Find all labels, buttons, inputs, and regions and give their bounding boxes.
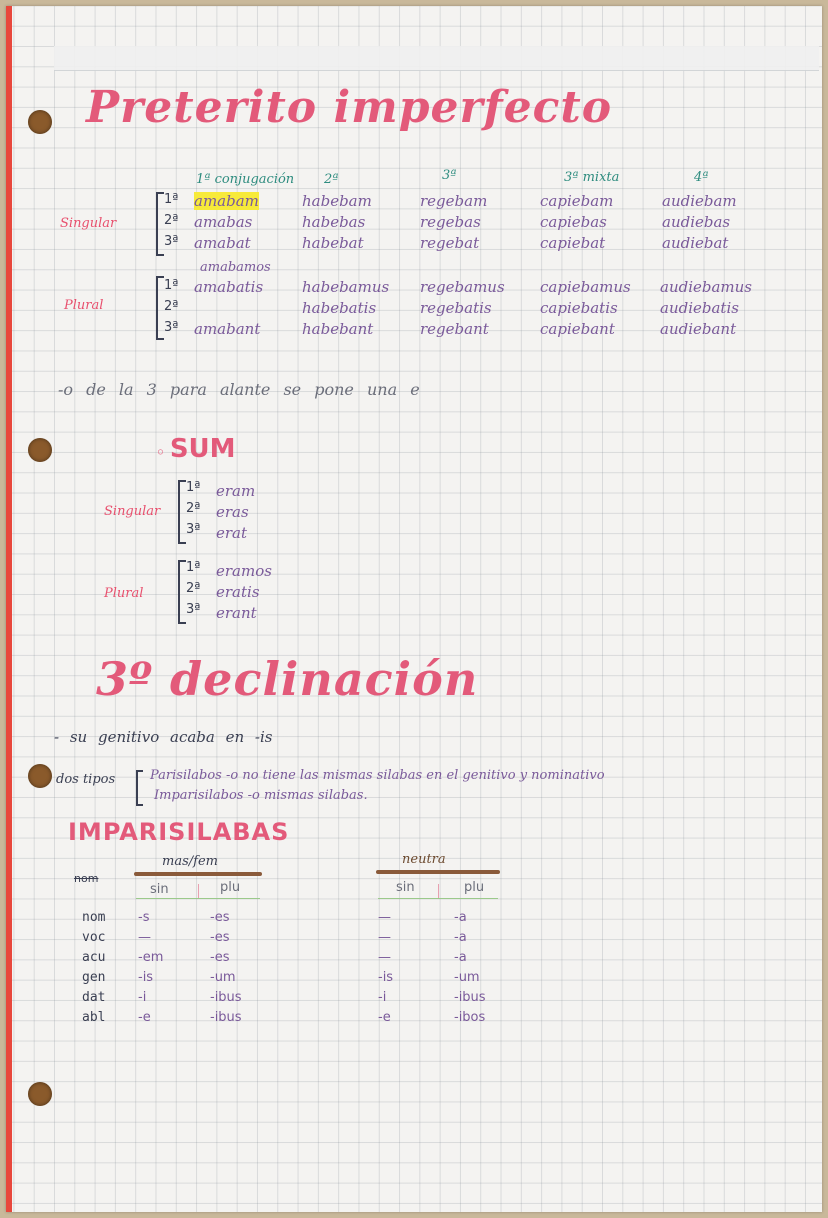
pl1-c3: regebamus — [420, 278, 505, 296]
n-sin-abl: -e — [378, 1010, 391, 1025]
n-sin-gen: -is — [378, 970, 394, 985]
person-3-plural: 3ª — [164, 320, 179, 335]
neutral-rule — [376, 870, 500, 874]
mf-sin-voc: — — [138, 930, 151, 945]
mf-sin-dat: -i — [138, 990, 147, 1005]
plural-label: Plural — [64, 298, 104, 313]
sum-pl-person-2: 2ª — [186, 581, 201, 596]
n-sin-dat: -i — [378, 990, 387, 1005]
person-1-plural: 1ª — [164, 278, 179, 293]
sum-person-3: 3ª — [186, 522, 201, 537]
n-plu-nom: -a — [454, 910, 467, 925]
header-1st-conjugation: 1ª conjugación — [196, 172, 295, 187]
neutral-sin-label: sin — [396, 880, 415, 895]
pl2-c2: habebatis — [302, 299, 377, 317]
sum-title-text: SUM — [169, 434, 236, 464]
pl3-c2: habebant — [302, 320, 374, 338]
mf-sin-acu: -em — [138, 950, 164, 965]
pl2-c3: regebatis — [420, 299, 492, 317]
n-plu-acu: -a — [454, 950, 467, 965]
sum-pl-person-1: 1ª — [186, 560, 201, 575]
imparisilabas-title: IMPARISILABAS — [68, 818, 290, 846]
sg2-c2: habebas — [302, 213, 366, 231]
sum-pl-person-3: 3ª — [186, 602, 201, 617]
type-parisilabos: Parisilabos -o no tiene las mismas silabas en el genitivo y nominativo — [150, 768, 605, 783]
sum-bracket-singular — [178, 480, 186, 544]
sum-pl-2: eratis — [216, 583, 260, 601]
case-nom: nom — [82, 910, 106, 925]
header-3rd-mixed: 3ª mixta — [564, 170, 620, 185]
plural-note: amabamos — [200, 260, 271, 275]
case-acu: acu — [82, 950, 106, 965]
type-imparisilabos: Imparisilabos -o mismas silabas. — [154, 788, 368, 803]
header-4th: 4ª — [694, 170, 709, 185]
sg1-c4: capiebam — [540, 192, 614, 210]
sg2-c1: amabas — [194, 213, 253, 231]
case-gen: gen — [82, 970, 106, 985]
sum-pl-3: erant — [216, 604, 257, 622]
types-label: dos tipos — [56, 772, 116, 787]
mf-rule — [134, 872, 262, 876]
sg1-c1-text: amabam — [194, 192, 259, 210]
n-sin-acu: — — [378, 950, 391, 965]
notebook-page — [6, 6, 822, 1212]
sg3-c4: capiebat — [540, 234, 606, 252]
table-case-header: nom — [74, 872, 99, 885]
page-title: Preterito imperfecto — [86, 82, 613, 133]
n-plu-dat: -ibus — [454, 990, 486, 1005]
mf-plu-gen: -um — [210, 970, 236, 985]
pl1-c4: capiebamus — [540, 278, 631, 296]
sg1-c3: regebam — [420, 192, 488, 210]
n-sin-nom: — — [378, 910, 391, 925]
pl3-c3: regebant — [420, 320, 489, 338]
n-plu-voc: -a — [454, 930, 467, 945]
sg3-c2: habebat — [302, 234, 364, 252]
pl2-c5: audiebatis — [660, 299, 739, 317]
pl1-c1: amabatis — [194, 278, 264, 296]
mf-label: mas/fem — [162, 854, 218, 869]
sum-pl-1: eramos — [216, 562, 272, 580]
mf-sin-nom: -s — [138, 910, 150, 925]
sg2-c3: regebas — [420, 213, 481, 231]
sg1-c5: audiebam — [662, 192, 737, 210]
sum-singular-label: Singular — [104, 504, 161, 519]
mf-plu-nom: -es — [210, 910, 230, 925]
sum-sg-2: eras — [216, 503, 249, 521]
sum-plural-label: Plural — [104, 586, 144, 601]
case-abl: abl — [82, 1010, 106, 1025]
neutral-label: neutra — [402, 852, 446, 867]
mf-sub-rule — [136, 898, 260, 899]
binder-hole-icon — [28, 438, 52, 462]
case-voc: voc — [82, 930, 106, 945]
sum-person-2: 2ª — [186, 501, 201, 516]
mf-sin-label: sin — [150, 882, 169, 897]
sg2-c4: capiebas — [540, 213, 607, 231]
red-margin-line — [6, 6, 12, 1212]
binder-hole-icon — [28, 110, 52, 134]
types-bracket — [136, 770, 143, 806]
sg3-c3: regebat — [420, 234, 480, 252]
pl3-c5: audiebant — [660, 320, 737, 338]
sg1-c1 — [194, 192, 259, 210]
bracket-plural — [156, 276, 164, 340]
bullet-icon: ◦ — [156, 445, 170, 461]
pl1-c5: audiebamus — [660, 278, 753, 296]
mf-plu-acu: -es — [210, 950, 230, 965]
pl3-c1: amabant — [194, 320, 261, 338]
bracket-singular — [156, 192, 164, 256]
n-plu-abl: -ibos — [454, 1010, 486, 1025]
mf-plu-dat: -ibus — [210, 990, 242, 1005]
sg3-c1: amabat — [194, 234, 251, 252]
sum-sg-3: erat — [216, 524, 248, 542]
sg3-c5: audiebat — [662, 234, 729, 252]
case-dat: dat — [82, 990, 106, 1005]
sum-sg-1: eram — [216, 482, 256, 500]
mf-plu-label: plu — [220, 880, 241, 895]
declension-title: 3º declinación — [96, 652, 479, 706]
page-header-band — [54, 46, 819, 71]
genitive-note: - su genitivo acaba en -is — [54, 728, 273, 746]
imperfect-note: -o de la 3 para alante se pone una e — [58, 380, 420, 399]
sg2-c5: audiebas — [662, 213, 731, 231]
mf-divider — [198, 884, 199, 898]
sg1-c2: habebam — [302, 192, 372, 210]
singular-label: Singular — [60, 216, 117, 231]
person-1: 1ª — [164, 192, 179, 207]
header-3rd: 3ª — [442, 168, 457, 183]
mf-plu-voc: -es — [210, 930, 230, 945]
sum-bracket-plural — [178, 560, 186, 624]
neutral-divider — [438, 884, 439, 898]
person-2-plural: 2ª — [164, 299, 179, 314]
person-3: 3ª — [164, 234, 179, 249]
binder-hole-icon — [28, 764, 52, 788]
n-plu-gen: -um — [454, 970, 480, 985]
binder-hole-icon — [28, 1082, 52, 1106]
neutral-plu-label: plu — [464, 880, 485, 895]
neutral-sub-rule — [378, 898, 498, 899]
pl3-c4: capiebant — [540, 320, 615, 338]
pl2-c4: capiebatis — [540, 299, 618, 317]
person-2: 2ª — [164, 213, 179, 228]
mf-sin-gen: -is — [138, 970, 154, 985]
mf-plu-abl: -ibus — [210, 1010, 242, 1025]
n-sin-voc: — — [378, 930, 391, 945]
pl1-c2: habebamus — [302, 278, 390, 296]
sum-person-1: 1ª — [186, 480, 201, 495]
header-2nd: 2ª — [324, 172, 339, 187]
sum-title — [156, 434, 236, 464]
mf-sin-abl: -e — [138, 1010, 151, 1025]
